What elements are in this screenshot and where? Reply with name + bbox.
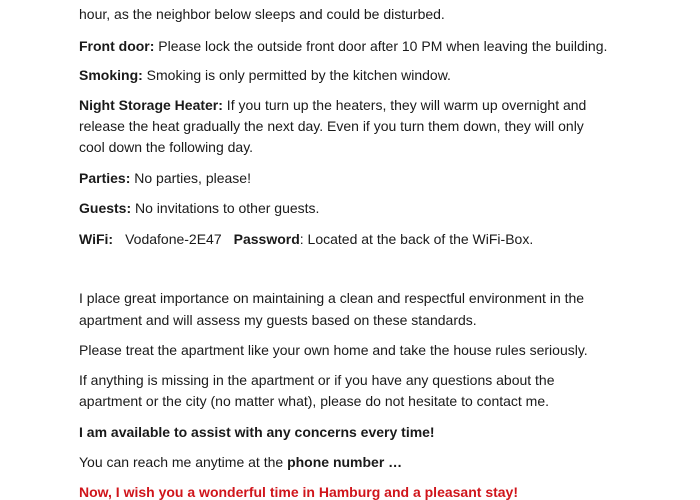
rule-label: Front door:: [79, 38, 155, 54]
wifi-network: Vodafone-2E47: [125, 231, 222, 247]
rule-heater-line1: [79, 95, 586, 115]
closing-p4: I am available to assist with any concerns every time!: [79, 424, 435, 440]
closing-p1-line1: I place great importance on maintaining a clean and respectful environment in the: [79, 290, 585, 306]
closing-farewell: Now, I wish you a wonderful time in Hamburg and a pleasant stay!: [79, 484, 518, 500]
closing-p1-line2: apartment and will assess my guests based on these standards.: [79, 312, 477, 328]
rule-label: Parties:: [79, 170, 131, 186]
closing-p2: Please treat the apartment like your own home and take the house rules seriously.: [79, 342, 588, 358]
partial-text-line: hour, as the neighbor below sleeps and could be disturbed.: [79, 6, 445, 22]
rule-front-door: [79, 36, 607, 56]
rule-smoking: [79, 65, 451, 85]
rule-text: Smoking is only permitted by the kitchen window.: [142, 67, 451, 83]
closing-p3-line1: If anything is missing in the apartment or if you have any questions about the: [79, 372, 555, 388]
rule-heater-line2: release the heat gradually the next day. Even if you turn them down, they will only: [79, 118, 584, 134]
rule-label: Guests:: [79, 200, 132, 216]
phone-number-text: phone number …: [287, 454, 403, 470]
wifi-password-text: : Located at the back of the WiFi-Box.: [299, 231, 534, 247]
rule-text: No parties, please!: [130, 170, 251, 186]
rule-parties: [79, 168, 251, 188]
rule-wifi: [79, 229, 533, 249]
closing-p3-line2: apartment or the city (no matter what), please do not hesitate to contact me.: [79, 393, 550, 409]
rule-label: Night Storage Heater:: [79, 97, 223, 113]
rule-heater-line3: cool down the following day.: [79, 139, 254, 155]
wifi-password-label: Password: [233, 231, 300, 247]
rule-text: If you turn up the heaters, they will warm up overnight and: [222, 97, 587, 113]
rule-text: No invitations to other guests.: [131, 200, 320, 216]
rule-label: Smoking:: [79, 67, 143, 83]
closing-p5: You can reach me anytime at the phone number …: [79, 454, 403, 470]
rule-guests: [79, 198, 319, 218]
rule-text: Please lock the outside front door after 10 PM when leaving the building.: [154, 38, 608, 54]
wifi-label: WiFi:: [79, 231, 114, 247]
